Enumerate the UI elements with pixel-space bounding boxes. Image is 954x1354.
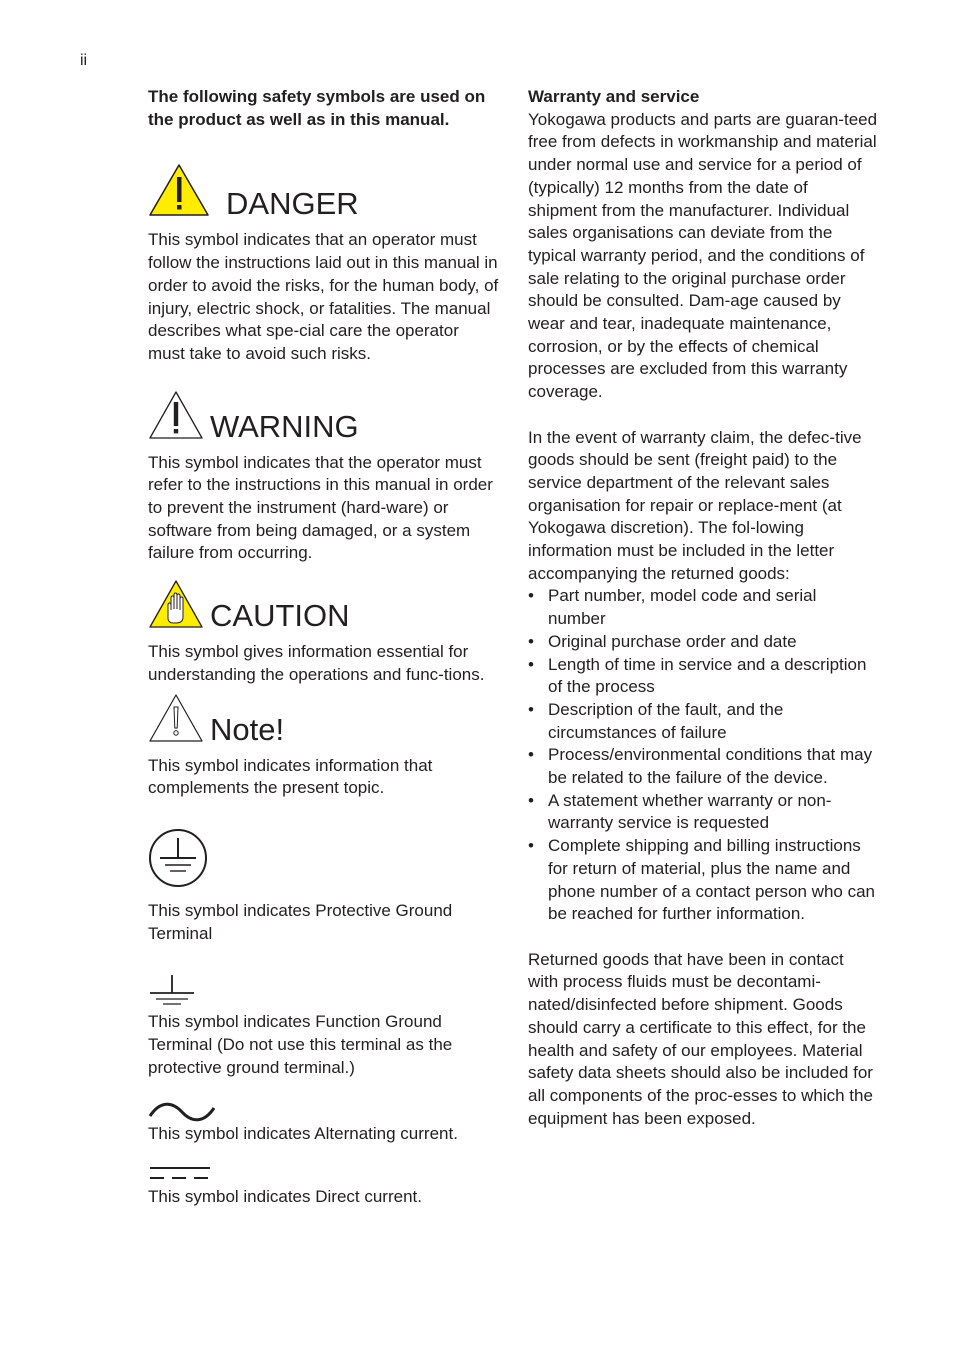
caution-description: This symbol gives information essential for understanding the operations and func-tions.: [148, 642, 485, 684]
list-item: • A statement whether warranty or non-warranty service is requested: [528, 790, 878, 835]
caution-title: CAUTION: [210, 598, 350, 634]
danger-description: This symbol indicates that an operator must follow the instructions laid out in this manual in order to avoid the risks, for the human body, of injury, electric shock, or fatalities. The manual describes what spe-cial care the operator must take to avoid such risks.: [148, 230, 499, 363]
returned-goods-info-list: [528, 585, 878, 926]
list-item: • Complete shipping and billing instructions for return of material, plus the name and phone number of a contact person who can be reached for further information.: [528, 835, 878, 926]
alternating-current-icon: [148, 1101, 218, 1123]
danger-heading: [148, 163, 500, 222]
list-item: • Part number, model code and serial number: [528, 585, 878, 630]
function-ground-icon: [148, 973, 196, 1007]
list-item: • Length of time in service and a description of the process: [528, 654, 878, 699]
warranty-paragraph-3: Returned goods that have been in contact with process fluids must be decontami-nated/disinfected before shipment. Goods should carry a certificate to this effect, for the health and safety of our employees. Material safety data sheets should also be included for all components of the proc-esses to which the equipment has been exposed.: [528, 949, 873, 1128]
warning-triangle-icon: [148, 390, 204, 440]
warranty-paragraph-2: In the event of warranty claim, the defec-tive goods should be sent (freight paid) to the service department of the relevant sales organisation for repair or replace-ment (at Yokogawa discretion). The fol-lowing information must be included in the letter accompanying the returned goods:: [528, 427, 862, 583]
safety-symbols-column: [148, 86, 500, 1209]
warning-description: This symbol indicates that the operator must refer to the instructions in this manual in order to prevent the instrument (hard-ware) or software from being damaged, or a system failure from occurring.: [148, 452, 493, 563]
note-heading: [148, 693, 500, 747]
protective-ground-description: This symbol indicates Protective Ground Terminal: [148, 900, 453, 943]
warning-title: WARNING: [210, 408, 359, 444]
safety-intro: The following safety symbols are used on the product as well as in this manual.: [148, 87, 486, 129]
danger-triangle-icon: [148, 163, 210, 217]
warranty-heading: Warranty and service: [528, 87, 700, 106]
caution-hand-triangle-icon: [148, 579, 204, 629]
direct-current-icon: [148, 1164, 214, 1182]
note-triangle-icon: [148, 693, 204, 743]
warranty-paragraph-1: Yokogawa products and parts are guaran-teed free from defects in workmanship and material under normal use and service for a period of (typically) 12 months from the date of shipment from the manufacturer. Individual sales organisations can deviate from the typical warranty period, and the conditions of sale relating to the original purchase order should be consulted. Dam-age caused by wear and tear, inadequate maintenance, corrosion, or by the effects of chemical processes are excluded from this warranty coverage.: [528, 109, 878, 402]
alternating-current-description: This symbol indicates Alternating current.: [148, 1124, 458, 1144]
page-number: ii: [80, 52, 88, 69]
list-item: • Process/environmental conditions that may be related to the failure of the device.: [528, 744, 878, 789]
note-title: Note!: [210, 711, 285, 747]
caution-heading: [148, 579, 500, 634]
warranty-column: [528, 86, 878, 1130]
protective-ground-icon: [148, 828, 210, 890]
danger-title: DANGER: [226, 186, 359, 222]
list-item: • Original purchase order and date: [528, 631, 878, 654]
warning-heading: [148, 390, 500, 444]
list-item: • Description of the fault, and the circumstances of failure: [528, 699, 878, 744]
function-ground-description: This symbol indicates Function Ground Terminal (Do not use this terminal as the protective ground terminal.): [148, 1012, 453, 1077]
note-description: This symbol indicates information that complements the present topic.: [148, 755, 433, 798]
direct-current-description: This symbol indicates Direct current.: [148, 1187, 422, 1207]
